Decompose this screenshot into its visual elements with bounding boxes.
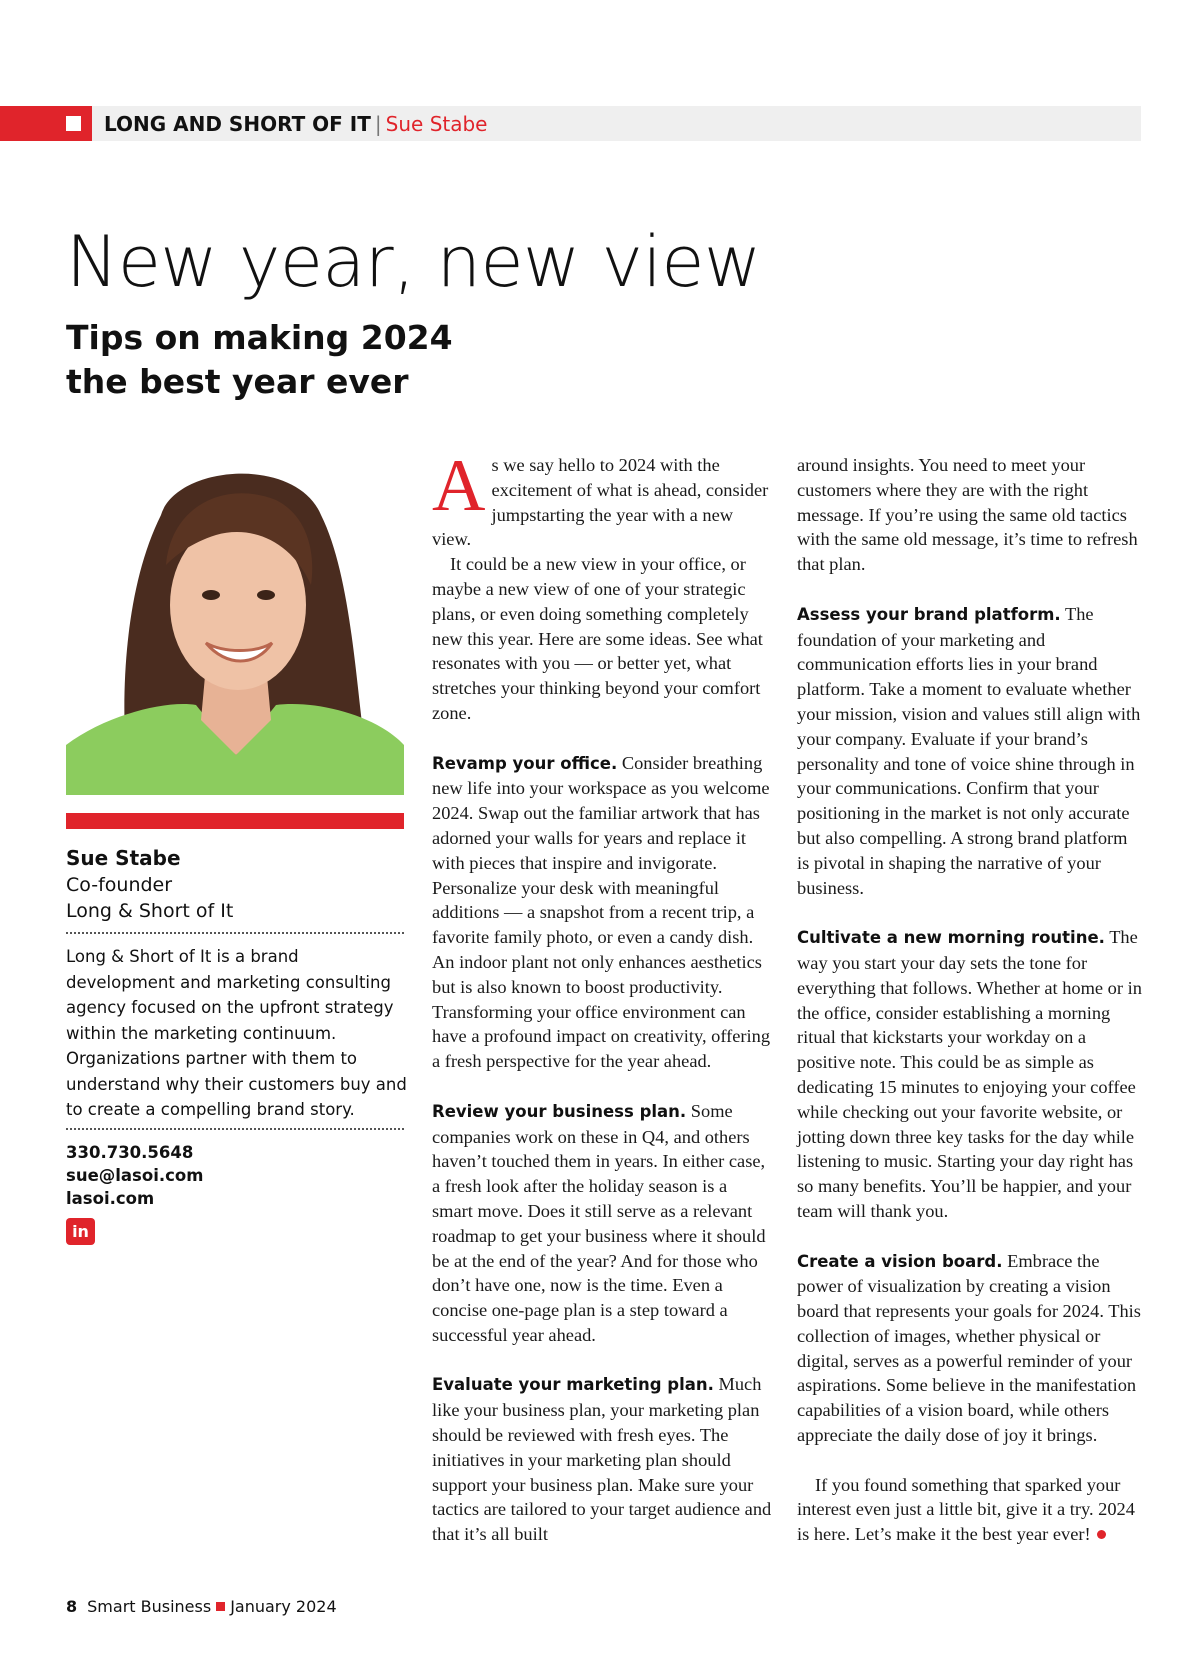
intro-text: s we say hello to 2024 with the excitement of what is ahead, consider jumpstarting the year with a new view.: [432, 455, 769, 550]
closing-paragraph: [797, 1473, 1142, 1547]
header-author: Sue Stabe: [385, 112, 488, 136]
tip-assess-brand-platform: [797, 602, 1142, 901]
author-name: Sue Stabe: [66, 846, 181, 870]
tip-text: Much like your business plan, your marketing plan should be reviewed with fresh eyes. The initiatives in your marketing plan should support your business plan. Make sure your tactics are tailored to your target audience and that it’s all built: [432, 1374, 772, 1545]
author-bio: Long & Short of It is a brand development and marketing consulting agency focused on the upfront strategy within the marketing continuum. Organizations partner with them to understand why their customers buy and to create a compelling brand story.: [66, 947, 407, 1119]
author-website-link[interactable]: lasoi.com: [66, 1189, 155, 1208]
tip-heading: Create a vision board.: [797, 1251, 1003, 1271]
tip-text: Embrace the power of visualization by creating a vision board that represents your goals for 2024. This collection of images, whether physical or digital, serves as a powerful reminder of your aspirations. Some believe in the manifestation capabilities of a vision board, while others appreciate the daily dose of joy it brings.: [797, 1250, 1141, 1446]
tip-heading: Evaluate your marketing plan.: [432, 1375, 714, 1395]
author-portrait-illustration: [66, 455, 404, 795]
author-role: Co-founder: [66, 874, 173, 896]
tip-heading: Revamp your office.: [432, 753, 618, 773]
tip-review-business-plan: [432, 1099, 772, 1348]
tip-heading: Review your business plan.: [432, 1101, 687, 1121]
article-subtitle: [66, 316, 586, 404]
subtitle-line-1: Tips on making 2024: [66, 318, 453, 357]
tip-heading: Assess your brand platform.: [797, 604, 1061, 624]
header-separator: |: [374, 112, 382, 136]
author-email-link[interactable]: sue@lasoi.com: [66, 1166, 204, 1185]
tip-evaluate-marketing-plan: [432, 1372, 772, 1547]
footer-square-icon: [216, 1602, 225, 1611]
author-divider-bar: [66, 813, 404, 829]
dotted-divider: [66, 932, 404, 934]
tip-text: Consider breathing new life into your workspace as you welcome 2024. Swap out the familiar artwork that has adorned your walls for years and replace it with pieces that inspire and invigorate. Personalize your desk with meaningful additions — a snapshot from a recent trip, a favorite family photo, or even a candy dish. An indoor plant not only enhances aesthetics but is also known to boost productivity. Transforming your office environment can have a profound impact on creativity, offering a fresh perspective for the year ahead.: [432, 752, 771, 1072]
closing-text: If you found something that sparked your interest even just a little bit, give it a try. 2024 is here. Let’s make it the best year ever!: [797, 1474, 1135, 1545]
tip-revamp-office: [432, 751, 772, 1074]
tip-heading: Cultivate a new morning routine.: [797, 928, 1105, 948]
section-name: LONG AND SHORT OF IT: [104, 112, 371, 136]
end-mark-icon: [1097, 1530, 1106, 1539]
intro-paragraph: [432, 445, 772, 552]
issue-date: January 2024: [230, 1597, 337, 1616]
author-phone: 330.730.5648: [66, 1143, 194, 1162]
tip-text: Some companies work on these in Q4, and others haven’t touched them in years. In either case, a fresh look after the holiday season is a smart move. Does it still serve as a relevant roadmap to get your business where it should be at the end of the year? And for those who don’t have one, now is the time. Even a concise one-page plan is a step toward a successful year ahead.: [432, 1100, 766, 1345]
header-square-icon: [66, 116, 81, 131]
page-footer: [66, 1597, 337, 1617]
article-title: New year, new view: [66, 221, 761, 303]
subtitle-line-2: the best year ever: [66, 362, 409, 401]
article-column-1: [432, 445, 772, 1547]
tip-cultivate-morning-routine: [797, 925, 1142, 1224]
section-header: [104, 112, 487, 136]
linkedin-icon[interactable]: in: [66, 1218, 95, 1245]
author-company: Long & Short of It: [66, 900, 234, 922]
page-number: 8: [66, 1597, 78, 1616]
drop-cap: A: [432, 445, 486, 527]
tip-evaluate-marketing-plan-continued: around insights. You need to meet your customers where they are with the right message. If you’re using the same old tactics with the same old message, it’s time to refresh that plan.: [797, 455, 1138, 575]
tip-text: The foundation of your marketing and communication efforts lies in your brand platform. Take a moment to evaluate whether your mission, vision and values still align with your company. Evaluate if your brand’s personality and tone of voice shine through in your communications. Confirm that your positioning in the market is not only accurate but also compelling. A strong brand platform is pivotal in shaping the narrative of your business.: [797, 603, 1141, 898]
intro-paragraph-2: It could be a new view in your office, or maybe a new view of one of your strategic plans, or even doing something completely new this year. Here are some ideas. See what resonates with you — or better yet, what stretches your thinking beyond your comfort zone.: [432, 554, 763, 723]
dotted-divider: [66, 1128, 404, 1130]
tip-create-vision-board: [797, 1249, 1142, 1448]
publication-name: Smart Business: [87, 1597, 212, 1616]
tip-text: The way you start your day sets the tone for everything that follows. Whether at home or in the office, consider establishing a morning ritual that kickstarts your workday on a positive note. This could be as simple as dedicating 15 minutes to enjoying your coffee while checking out your favorite website, or jotting down three key tasks for the day while listening to music. Starting your day right has so many benefits. You’ll be happier, and your team will thank you.: [797, 927, 1142, 1221]
author-photo: [66, 455, 404, 795]
article-column-2: [797, 453, 1142, 1547]
